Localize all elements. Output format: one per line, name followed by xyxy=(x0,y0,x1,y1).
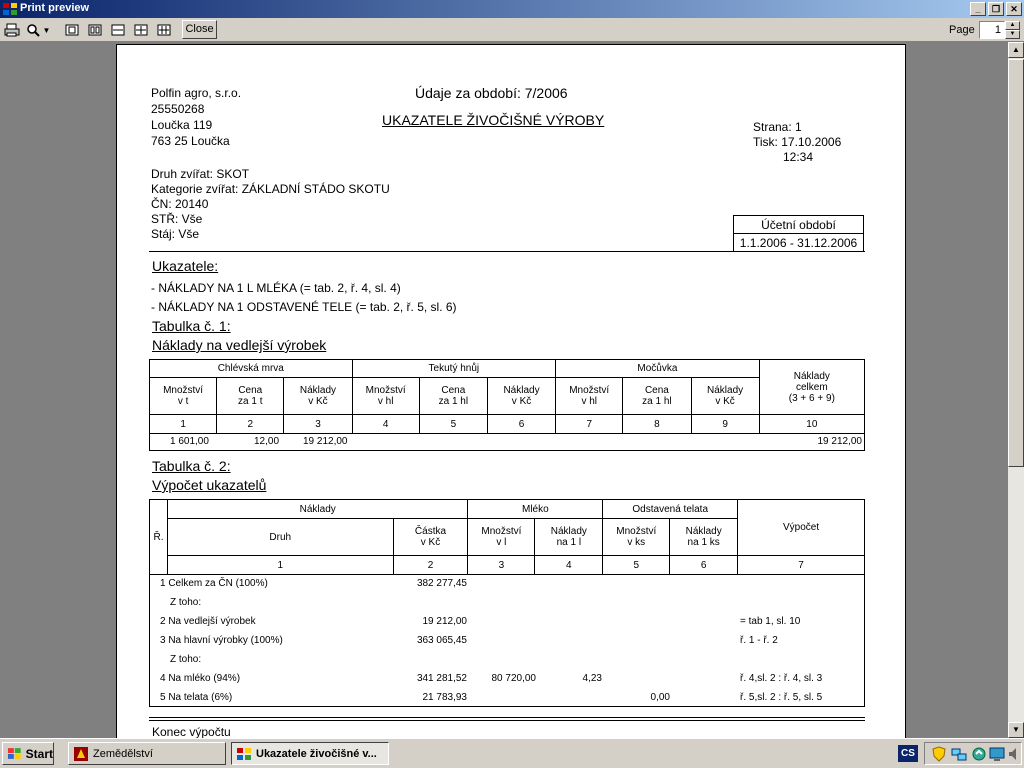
window-title: Print preview xyxy=(20,2,90,14)
shield-icon[interactable] xyxy=(931,746,947,762)
t2-col4-line2: na 1 l xyxy=(556,537,582,548)
two-pages-button[interactable] xyxy=(87,21,103,39)
company-street: Loučka 119 xyxy=(151,118,213,132)
start-button[interactable] xyxy=(2,742,54,765)
t1-colnum: 6 xyxy=(487,415,555,434)
t2-colnum: 7 xyxy=(738,556,865,575)
volume-icon[interactable] xyxy=(1007,746,1021,762)
three-pages-button[interactable] xyxy=(110,21,126,39)
company-id: 25550268 xyxy=(151,102,205,116)
t2-col3-line1: Množství xyxy=(481,526,522,537)
task-label: Zemědělství xyxy=(93,747,153,760)
t2-col6-line2: na 1 ks xyxy=(687,537,720,548)
t1-colnum: 10 xyxy=(759,415,864,434)
t2-row-label: 2 Na vedlejší výrobek xyxy=(160,616,256,627)
indicator-1: - NÁKLADY NA 1 L MLÉKA (= tab. 2, ř. 4, sl. 4) xyxy=(151,281,401,295)
report-page xyxy=(116,44,906,738)
t2-col-header xyxy=(603,519,670,556)
print-time: 12:34 xyxy=(783,150,814,164)
t1-colnum: 1 xyxy=(150,415,217,434)
table1-heading: Tabulka č. 1: xyxy=(152,318,231,334)
company-block xyxy=(151,85,241,149)
t2-group-milk: Mléko xyxy=(468,500,603,519)
minimize-button[interactable]: _ xyxy=(970,2,986,16)
t1-total-line1: Náklady xyxy=(793,370,830,382)
t1-total-header xyxy=(759,360,864,415)
three-pages-icon xyxy=(111,24,125,36)
six-pages-icon xyxy=(157,24,171,36)
table2-heading: Tabulka č. 2: xyxy=(152,458,231,474)
scroll-down-icon[interactable]: ▼ xyxy=(1008,722,1024,738)
t1-col-header xyxy=(217,378,284,415)
page-number-input[interactable]: 1 xyxy=(979,21,1005,39)
t2-row-label: 3 Na hlavní výrobky (100%) xyxy=(160,635,283,646)
magnifier-icon xyxy=(26,23,40,37)
report-title: UKAZATELE ŽIVOČIŠNÉ VÝROBY xyxy=(382,112,605,128)
t1-colnum: 7 xyxy=(556,415,623,434)
t2-row-calc: ř. 1 - ř. 2 xyxy=(740,635,778,646)
t1-data-row xyxy=(150,434,865,451)
table2 xyxy=(149,499,865,707)
t1-group-manure: Chlévská mrva xyxy=(150,360,353,378)
t2-col5-line1: Množství xyxy=(616,526,657,537)
t2-group-costs: Náklady xyxy=(167,500,467,519)
t2-col-header xyxy=(468,519,535,556)
t2-row-qty-l: 80 720,00 xyxy=(491,673,536,684)
close-preview-button[interactable]: Close xyxy=(182,20,217,39)
accounting-period-label: Účetní období xyxy=(734,216,864,234)
t1-col-header xyxy=(352,378,419,415)
t2-row-label: Z toho: xyxy=(170,654,202,665)
four-pages-button[interactable] xyxy=(133,21,149,39)
t1-col-header xyxy=(419,378,487,415)
t2-row-calc: = tab 1, sl. 10 xyxy=(740,616,801,627)
indicators-heading: Ukazatele: xyxy=(152,258,219,274)
filter-animal-type: Druh zvířat: SKOT xyxy=(151,167,250,181)
t2-row-label: Z toho: xyxy=(170,597,202,608)
spin-down-icon[interactable]: ▼ xyxy=(1005,30,1020,39)
t1-colnum: 3 xyxy=(284,415,352,434)
app-icon xyxy=(2,1,18,17)
t2-colnum: 4 xyxy=(535,556,603,575)
system-tray xyxy=(924,742,1022,765)
taskbar xyxy=(0,738,1024,768)
t2-body xyxy=(150,575,865,707)
t1-total-cost: 19 212,00 xyxy=(817,436,862,447)
filter-str: STŘ: Vše xyxy=(151,212,203,226)
t2-row-amount: 363 065,45 xyxy=(416,635,467,646)
t1-col6-line1: Náklady xyxy=(503,385,540,396)
t1-col1-line2: v t xyxy=(177,396,189,407)
accounting-period-value: 1.1.2006 - 31.12.2006 xyxy=(734,234,864,252)
zoom-button[interactable] xyxy=(23,21,53,39)
two-pages-icon xyxy=(88,24,102,36)
task-ukazatele[interactable] xyxy=(231,742,389,765)
t1-colnum: 2 xyxy=(217,415,284,434)
table1 xyxy=(149,359,865,451)
t1-col-header xyxy=(284,378,352,415)
divider xyxy=(149,717,865,718)
t2-colnum: 5 xyxy=(603,556,670,575)
print-button[interactable] xyxy=(3,21,21,39)
language-indicator[interactable]: CS xyxy=(898,745,918,762)
t2-row-calc: ř. 4,sl. 2 : ř. 4, sl. 3 xyxy=(740,673,823,684)
t2-col5-line2: v ks xyxy=(627,537,646,548)
t1-total-line2: celkem xyxy=(796,381,828,393)
one-page-icon xyxy=(65,24,79,36)
t2-col-header xyxy=(393,519,468,556)
t1-col-header xyxy=(556,378,623,415)
t2-row-label-header: Ř. xyxy=(150,500,168,575)
t2-col3-line2: v l xyxy=(496,537,507,548)
close-window-button[interactable]: ✕ xyxy=(1006,2,1022,16)
t1-col5-line1: Cena xyxy=(441,385,466,396)
six-pages-button[interactable] xyxy=(156,21,172,39)
t2-col2-line1: Částka xyxy=(414,526,447,537)
app-icon xyxy=(73,746,89,762)
divider xyxy=(149,251,865,252)
t1-col8-line2: za 1 hl xyxy=(642,396,672,407)
table2-subheading: Výpočet ukazatelů xyxy=(152,477,267,493)
t2-colnum: 3 xyxy=(468,556,535,575)
filter-cn: ČN: 20140 xyxy=(151,197,209,211)
t2-col2-line2: v Kč xyxy=(420,537,441,548)
t1-col2-line1: Cena xyxy=(238,385,263,396)
t2-row-amount: 341 281,52 xyxy=(416,673,467,684)
t1-total-line3: (3 + 6 + 9) xyxy=(788,392,835,404)
t1-col4-line2: v hl xyxy=(377,396,394,407)
print-date: Tisk: 17.10.2006 xyxy=(753,135,842,149)
t1-group-slurry: Tekutý hnůj xyxy=(352,360,556,378)
footer-text: Konec výpočtu xyxy=(152,725,231,738)
restore-button[interactable]: ❐ xyxy=(988,2,1004,16)
t1-col4-line1: Množství xyxy=(365,385,406,396)
t1-col-header xyxy=(691,378,759,415)
task-zemedelstvi[interactable] xyxy=(68,742,226,765)
t1-col7-line2: v hl xyxy=(581,396,597,407)
spin-up-icon[interactable]: ▲ xyxy=(1005,21,1020,30)
vertical-scrollbar[interactable] xyxy=(1008,42,1024,738)
t2-col-header xyxy=(535,519,603,556)
zoom-dropdown-icon[interactable]: ▼ xyxy=(42,25,51,35)
t2-colnum: 2 xyxy=(393,556,468,575)
accounting-period-box xyxy=(733,215,864,252)
t1-manure-cost: 19 212,00 xyxy=(303,436,348,447)
scroll-thumb[interactable] xyxy=(1008,59,1024,467)
network-icon[interactable] xyxy=(951,746,967,762)
t1-colnum: 5 xyxy=(419,415,487,434)
t1-col3-line2: v Kč xyxy=(308,396,328,407)
t2-col-type: Druh xyxy=(167,519,393,556)
t1-col7-line1: Množství xyxy=(569,385,610,396)
page-info: Strana: 1 xyxy=(753,120,802,134)
t2-row-label: 1 Celkem za ČN (100%) xyxy=(160,578,268,589)
company-city: 763 25 Loučka xyxy=(151,134,230,148)
monitor-icon[interactable] xyxy=(989,746,1005,762)
indicator-2: - NÁKLADY NA 1 ODSTAVENÉ TELE (= tab. 2, ř. 5, sl. 6) xyxy=(151,300,457,314)
t1-col1-line1: Množství xyxy=(163,385,204,396)
task-label: Ukazatele živočišné v... xyxy=(256,747,377,760)
t2-row-label: 4 Na mléko (94%) xyxy=(160,673,241,684)
t1-col-header xyxy=(150,378,217,415)
preview-toolbar xyxy=(0,18,1024,42)
t2-row-amount: 382 277,45 xyxy=(416,578,467,589)
t2-calc-header: Výpočet xyxy=(738,500,865,556)
t2-colnum: 6 xyxy=(670,556,738,575)
t1-col9-line2: v Kč xyxy=(715,396,735,407)
t2-colnum: 1 xyxy=(167,556,393,575)
t1-col2-line2: za 1 t xyxy=(238,396,263,407)
t2-col4-line1: Náklady xyxy=(550,526,587,537)
t1-col-header xyxy=(487,378,555,415)
t1-col5-line2: za 1 hl xyxy=(438,396,469,407)
t2-row-cost-l: 4,23 xyxy=(582,673,602,684)
sync-icon[interactable] xyxy=(971,746,987,762)
t1-group-urine: Močůvka xyxy=(556,360,760,378)
t1-col9-line1: Náklady xyxy=(707,385,744,396)
app-icon xyxy=(236,746,252,762)
preview-area[interactable] xyxy=(0,42,1008,738)
t2-row-amount: 21 783,93 xyxy=(422,692,467,703)
t2-col6-line1: Náklady xyxy=(685,526,722,537)
windows-logo-icon xyxy=(7,747,23,761)
one-page-button[interactable] xyxy=(64,21,80,39)
filter-category: Kategorie zvířat: ZÁKLADNÍ STÁDO SKOTU xyxy=(151,182,390,196)
start-label: Start xyxy=(25,746,53,761)
print-info xyxy=(753,120,841,165)
t1-colnum: 9 xyxy=(691,415,759,434)
t2-row-amount: 19 212,00 xyxy=(422,616,467,627)
t2-col-header xyxy=(670,519,738,556)
window-title-bar[interactable] xyxy=(0,0,1024,18)
scroll-up-icon[interactable]: ▲ xyxy=(1008,42,1024,58)
printer-icon xyxy=(4,23,20,37)
period-line: Údaje za období: 7/2006 xyxy=(415,85,568,101)
t1-manure-qty: 1 601,00 xyxy=(170,436,209,447)
page-label: Page xyxy=(949,24,975,36)
t2-row-label: 5 Na telata (6%) xyxy=(160,692,233,703)
t1-manure-price: 12,00 xyxy=(254,436,280,447)
filters-block xyxy=(151,167,390,242)
four-pages-icon xyxy=(134,24,148,36)
page-spinner[interactable] xyxy=(1005,21,1020,39)
filter-stable: Stáj: Vše xyxy=(151,227,200,241)
t1-col-header xyxy=(623,378,691,415)
company-name: Polfin agro, s.r.o. xyxy=(151,86,242,100)
t1-col6-line2: v Kč xyxy=(511,396,532,407)
t1-col3-line1: Náklady xyxy=(299,385,337,396)
t2-row-calc: ř. 5,sl. 2 : ř. 5, sl. 5 xyxy=(740,692,823,703)
t1-colnum: 4 xyxy=(352,415,419,434)
t2-row-qty-ks: 0,00 xyxy=(650,692,670,703)
divider xyxy=(149,720,865,721)
t2-group-calves: Odstavená telata xyxy=(603,500,738,519)
t1-col8-line1: Cena xyxy=(644,385,669,396)
t1-colnum: 8 xyxy=(623,415,691,434)
table1-subheading: Náklady na vedlejší výrobek xyxy=(152,337,327,353)
